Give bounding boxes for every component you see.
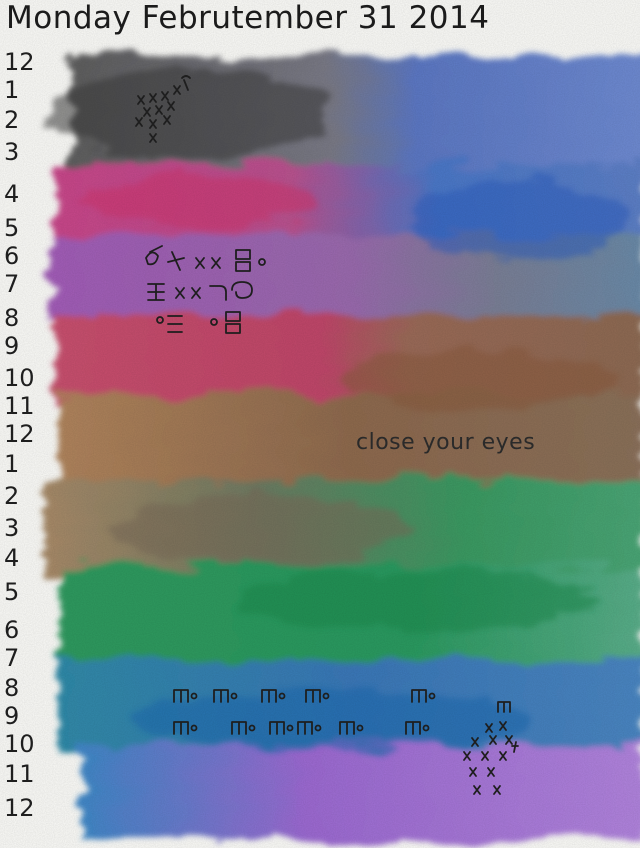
hour-label: 9 (4, 702, 20, 730)
hour-label: 6 (4, 242, 20, 270)
hour-label: 6 (4, 616, 20, 644)
glyph-row-2 (148, 282, 252, 300)
hour-label: 5 (4, 578, 20, 606)
cross-stitch-cluster-bottom (464, 702, 518, 794)
hour-label: 9 (4, 332, 20, 360)
hour-label: 8 (4, 304, 20, 332)
hour-label: 12 (4, 794, 35, 822)
hour-label: 1 (4, 450, 20, 478)
hour-label: 7 (4, 644, 20, 672)
hour-label: 1 (4, 76, 20, 104)
hour-label: 2 (4, 482, 20, 510)
hour-label: 11 (4, 760, 35, 788)
hour-label: 2 (4, 106, 20, 134)
glyph-row-3 (157, 312, 240, 333)
glyph-row-1 (146, 246, 265, 271)
hour-label: 3 (4, 138, 20, 166)
m-glyph-row-2 (174, 722, 429, 734)
hour-label: 11 (4, 392, 35, 420)
hour-label: 4 (4, 544, 20, 572)
hour-label: 8 (4, 674, 20, 702)
hour-label: 12 (4, 420, 35, 448)
hour-label: 7 (4, 270, 20, 298)
hour-label: 4 (4, 180, 20, 208)
m-glyph-row-1 (174, 690, 435, 702)
hour-label: 5 (4, 214, 20, 242)
hour-label: 10 (4, 364, 35, 392)
page-title: Monday Februtember 31 2014 (6, 0, 490, 36)
cross-stitch-cluster-top (136, 76, 190, 142)
hour-label: 10 (4, 730, 35, 758)
hour-label: 12 (4, 48, 35, 76)
hour-label: 3 (4, 514, 20, 542)
handwritten-note: close your eyes (356, 430, 536, 455)
